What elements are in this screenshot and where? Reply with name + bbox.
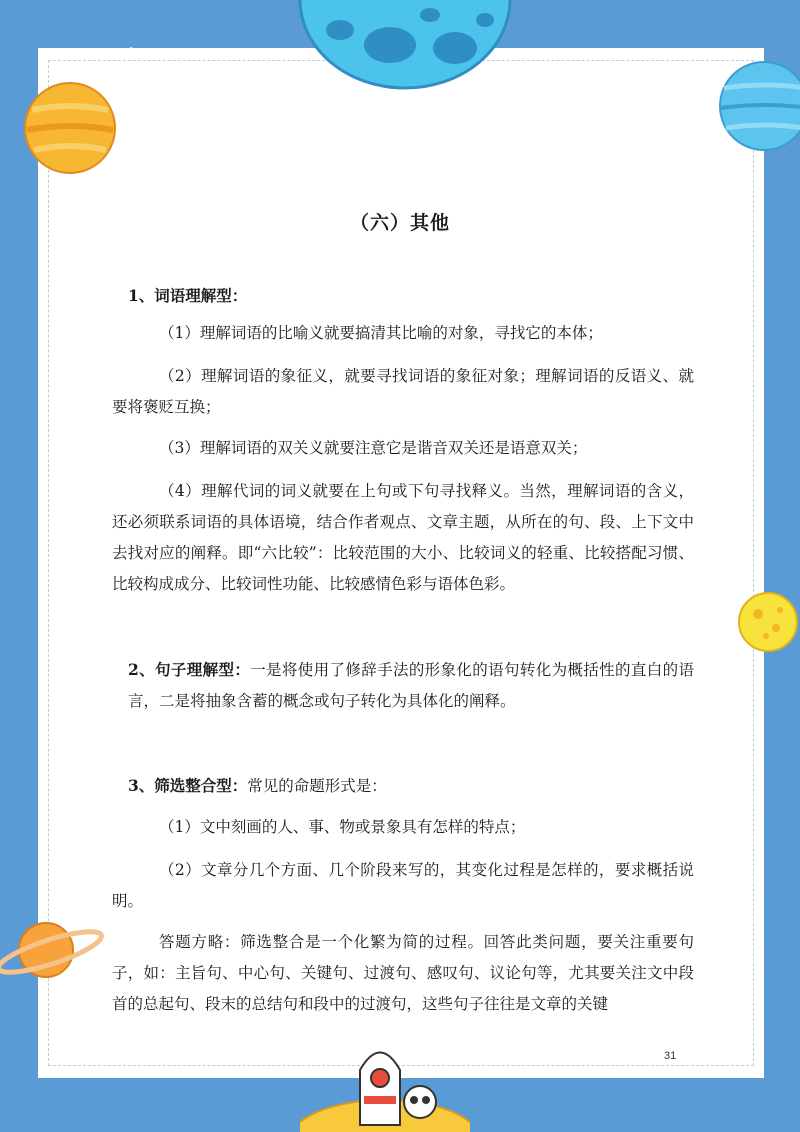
planet-top-icon bbox=[280, 0, 530, 90]
paragraph-1-3: （3）理解词语的双关义就要注意它是谐音双关还是语意双关； bbox=[159, 439, 588, 457]
heading-selection-integration: 3、筛选整合型： bbox=[128, 776, 248, 795]
paragraph-3-1: （1）文中刻画的人、事、物或景象具有怎样的特点； bbox=[159, 818, 526, 836]
paragraph-1-1: （1）理解词语的比喻义就要搞清其比喻的对象，寻找它的本体； bbox=[159, 324, 603, 342]
moon-yellow-icon bbox=[736, 590, 800, 654]
paragraph-selection-integration bbox=[128, 770, 710, 802]
planet-blue-icon bbox=[718, 58, 800, 158]
paragraph-1-2: （2）理解词语的象征义，就要寻找词语的象征对象；理解词语的反语义、就要将褒贬互换； bbox=[112, 367, 694, 416]
saturn-icon bbox=[0, 910, 110, 990]
paragraph-sentence-understanding bbox=[128, 654, 694, 717]
sentence-understanding-text: 一是将使用了修辞手法的形象化的语句转化为概括性的直白的语言，二是将抽象含蓄的概念或句子转化为具体化的阐释。 bbox=[128, 661, 694, 710]
page-number: 31 bbox=[664, 1050, 677, 1062]
rocket-cartoon-icon bbox=[300, 1030, 470, 1132]
section-title: （六）其他 bbox=[349, 212, 450, 234]
paragraph-3-3: 答题方略：筛选整合是一个化繁为简的过程。回答此类问题，要关注重要句子，如：主旨句、中心句、关键句、过渡句、感叹句、议论句等，尤其要关注文中段首的总起句、段末的总结句和段中的过渡句，这些句子往往是文章的关键 bbox=[112, 933, 694, 1013]
star-sparkle-icon bbox=[120, 40, 190, 80]
paragraph-1-4: （4）理解代词的词义就要在上句或下句寻找释义。当然，理解词语的含义，还必须联系词语的具体语境，结合作者观点、文章主题，从所在的句、段、上下文中去找对应的阐释。即“六比较”：比较范围的大小、比较词义的轻重、比较搭配习惯、比较构成成分、比较词性功能、比较感情色彩与语体色彩。 bbox=[112, 482, 694, 593]
planet-orange-icon bbox=[22, 80, 118, 176]
heading-word-understanding: 1、词语理解型： bbox=[128, 286, 248, 305]
paragraph-3-2: （2）文章分几个方面、几个阶段来写的，其变化过程是怎样的，要求概括说明。 bbox=[112, 861, 694, 910]
heading-sentence-understanding: 2、句子理解型： bbox=[128, 660, 251, 679]
selection-integration-text: 常见的命题形式是： bbox=[247, 777, 387, 795]
